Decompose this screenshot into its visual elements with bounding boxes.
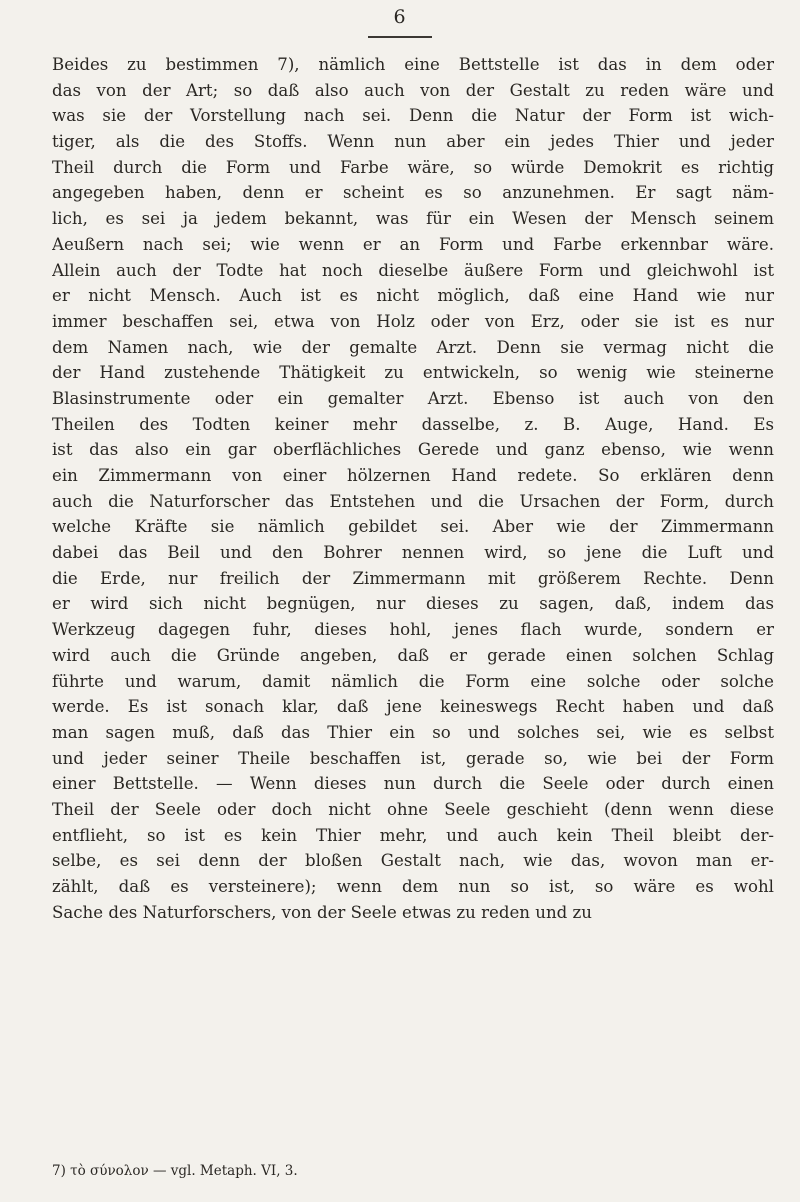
- text-line: selbe, es sei denn der bloßen Gestalt nach, wie das, wovon man er-: [52, 851, 774, 871]
- text-line: einer Bettstelle. — Wenn dieses nun durch die Seele oder durch einen: [52, 774, 774, 794]
- text-line: man sagen muß, daß das Thier ein so und solches sei, wie es selbst: [52, 722, 774, 742]
- text-line: auch die Naturforscher das Entstehen und die Ursachen der Form, durch: [52, 491, 774, 511]
- text-line: er nicht Mensch. Auch ist es nicht möglich, daß eine Hand wie nur: [52, 286, 774, 306]
- text-line: werde. Es ist sonach klar, daß jene keineswegs Recht haben und daß: [52, 697, 774, 717]
- text-line: lich, es sei ja jedem bekannt, was für ein Wesen der Mensch seinem: [52, 209, 774, 229]
- text-line: der Hand zustehende Thätigkeit zu entwickeln, so wenig wie steinerne: [52, 363, 774, 383]
- text-line: dabei das Beil und den Bohrer nennen wird, so jene die Luft und: [52, 543, 774, 563]
- text-line: was sie der Vorstellung nach sei. Denn die Natur der Form ist wich-: [52, 106, 774, 126]
- text-line: ein Zimmermann von einer hölzernen Hand redete. So erklären denn: [52, 466, 774, 485]
- text-line: tiger, als die des Stoffs. Wenn nun aber ein jedes Thier und jeder: [52, 132, 774, 152]
- text-line: immer beschaffen sei, etwa von Holz oder von Erz, oder sie ist es nur: [52, 311, 774, 331]
- text-line: welche Kräfte sie nämlich gebildet sei. Aber wie der Zimmermann: [52, 517, 774, 537]
- footnote: 7) τὸ σύνολον — vgl. Metaph. VI, 3.: [52, 1163, 298, 1179]
- body-text: [52, 52, 774, 925]
- text-line: wird auch die Gründe angeben, daß er gerade einen solchen Schlag: [52, 645, 774, 665]
- page-number: 6: [393, 6, 407, 28]
- text-line: er wird sich nicht begnügen, nur dieses zu sagen, daß, indem das: [52, 594, 774, 614]
- text-line: Aeußern nach sei; wie wenn er an Form und Farbe erkennbar wäre.: [52, 234, 774, 254]
- text-line: Theilen des Todten keiner mehr dasselbe, z. B. Auge, Hand. Es: [52, 414, 774, 434]
- text-line: Werkzeug dagegen fuhr, dieses hohl, jenes flach wurde, sondern er: [52, 620, 774, 640]
- text-line: Sache des Naturforschers, von der Seele etwas zu reden und zu: [52, 902, 592, 922]
- text-line: und jeder seiner Theile beschaffen ist, gerade so, wie bei der Form: [52, 748, 774, 768]
- text-line: die Erde, nur freilich der Zimmermann mit größerem Rechte. Denn: [52, 568, 774, 588]
- text-line: Blasinstrumente oder ein gemalter Arzt. Ebenso ist auch von den: [52, 388, 774, 408]
- text-line: führte und warum, damit nämlich die Form eine solche oder solche: [52, 671, 774, 691]
- text-line: angegeben haben, denn er scheint es so anzunehmen. Er sagt näm-: [52, 183, 774, 203]
- text-line: Theil durch die Form und Farbe wäre, so würde Demokrit es richtig: [52, 157, 774, 177]
- text-line: zählt, daß es versteinere); wenn dem nun so ist, so wäre es wohl: [52, 877, 774, 896]
- text-line: ist das also ein gar oberflächliches Gerede und ganz ebenso, wie wenn: [52, 440, 774, 460]
- text-line: Beides zu bestimmen 7), nämlich eine Bettstelle ist das in dem oder: [52, 55, 774, 74]
- page-number-rule: [368, 36, 432, 38]
- text-line: dem Namen nach, wie der gemalte Arzt. Denn sie vermag nicht die: [52, 337, 774, 357]
- text-line: Allein auch der Todte hat noch dieselbe äußere Form und gleichwohl ist: [52, 260, 774, 280]
- text-line: das von der Art; so daß also auch von der Gestalt zu reden wäre und: [52, 80, 774, 100]
- text-line: Theil der Seele oder doch nicht ohne Seele geschieht (denn wenn diese: [52, 799, 774, 819]
- text-line: entflieht, so ist es kein Thier mehr, und auch kein Theil bleibt der-: [52, 825, 774, 845]
